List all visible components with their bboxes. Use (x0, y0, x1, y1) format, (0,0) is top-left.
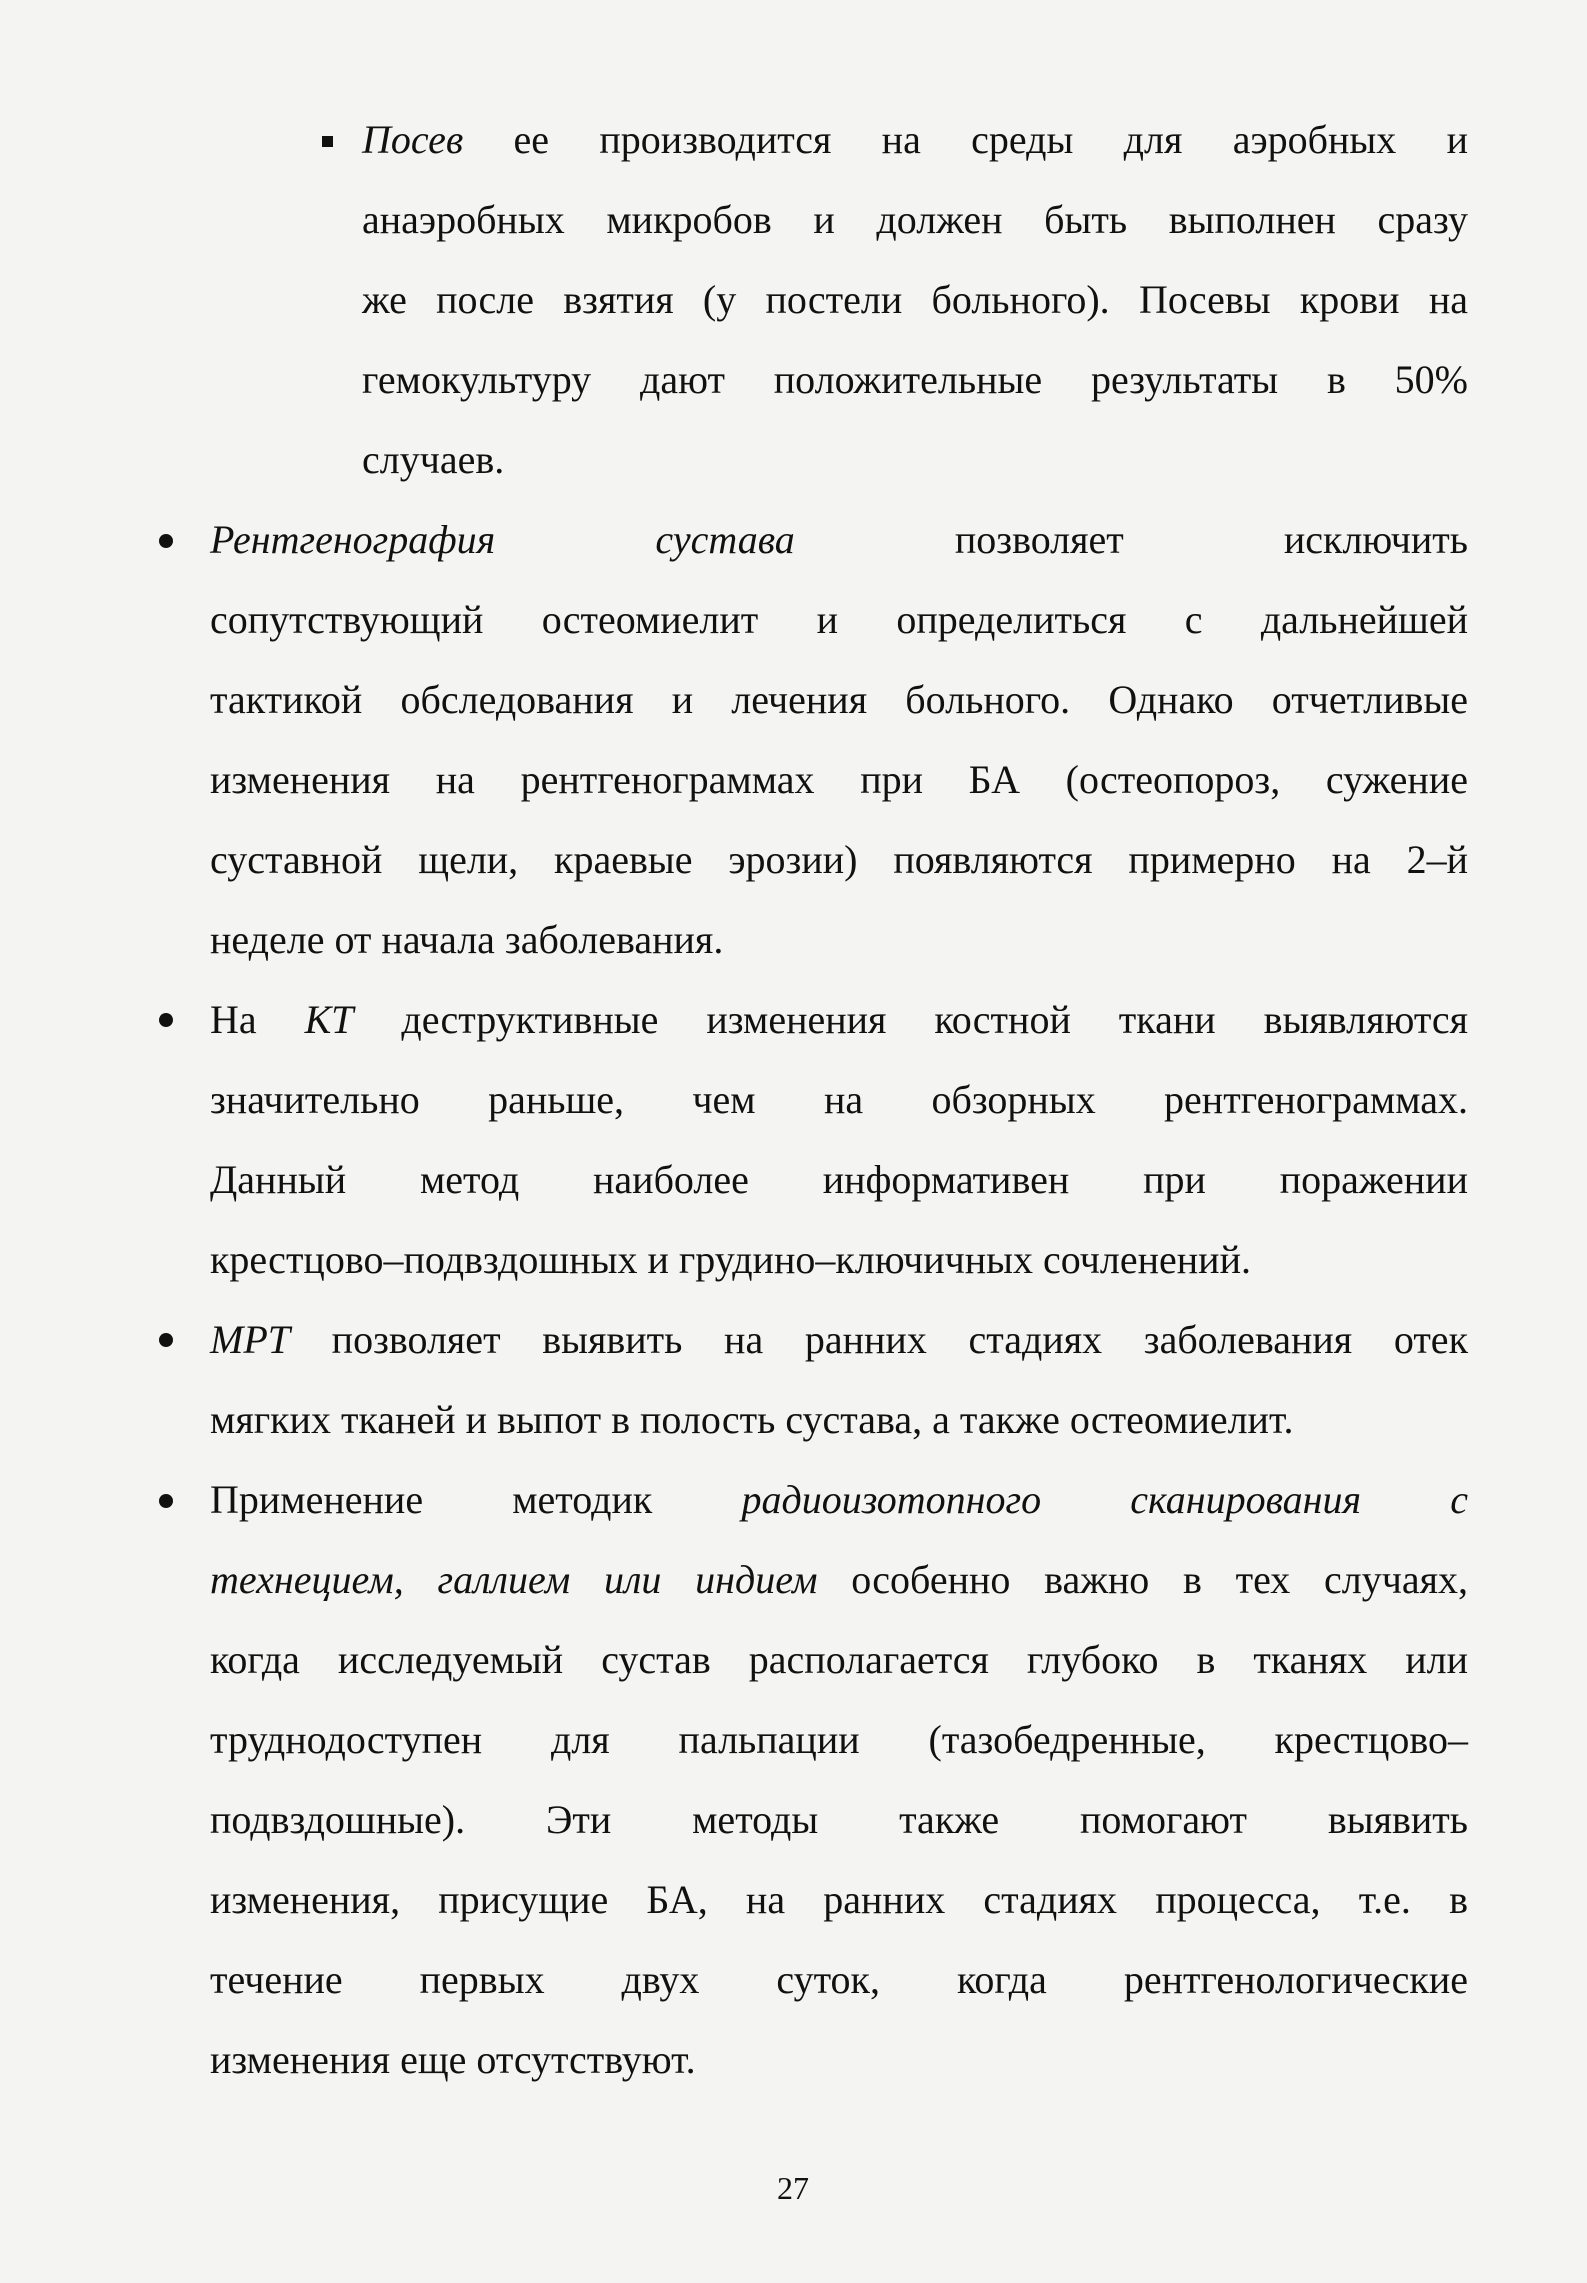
paragraph-line (210, 1876, 1468, 1924)
paragraph-line (210, 1716, 1468, 1764)
round-bullet-icon (159, 1013, 173, 1027)
round-bullet-icon (159, 1494, 173, 1508)
paragraph-line (210, 836, 1468, 884)
paragraph-line (210, 2036, 1468, 2084)
paragraph-line (362, 436, 1468, 484)
text-run: когда исследуемый сустав располагается глубоко в тканях или (210, 1637, 1468, 1682)
text-run: крестцово–подвздошных и грудино–ключичных сочленений. (210, 1237, 1251, 1282)
paragraph-line (210, 1636, 1468, 1684)
text-run: Данный метод наиболее информативен при поражении (210, 1157, 1468, 1202)
paragraph-line (210, 1796, 1468, 1844)
paragraph-line (210, 1316, 1468, 1364)
paragraph-line (210, 1476, 1468, 1524)
paragraph-line (210, 1076, 1468, 1124)
italic-term: Рентгенография сустава (210, 517, 795, 562)
page-number: 27 (777, 2170, 809, 2206)
paragraph-line (210, 996, 1468, 1044)
text-run: случаев. (362, 437, 505, 482)
text-run: значительно раньше, чем на обзорных рентгенограммах. (210, 1077, 1468, 1122)
paragraph-line (210, 916, 1468, 964)
text-run: позволяет исключить (794, 517, 1469, 562)
paragraph-line (210, 596, 1468, 644)
text-run: Применение методик (210, 1477, 742, 1522)
round-bullet-icon (159, 534, 173, 548)
paragraph-line (362, 116, 1468, 164)
text-run: течение первых двух суток, когда рентгенологические (210, 1957, 1468, 2002)
text-run: тактикой обследования и лечения больного. Однако отчетливые (210, 677, 1468, 722)
paragraph-line (362, 356, 1468, 404)
text-run: изменения на рентгенограммах при БА (остеопороз, сужение (210, 757, 1468, 802)
text-run: изменения, присущие БА, на ранних стадиях процесса, т.е. в (210, 1877, 1468, 1922)
paragraph-line (210, 1556, 1468, 1604)
text-run: подвздошные). Эти методы также помогают выявить (210, 1797, 1468, 1842)
paragraph-line (210, 1956, 1468, 2004)
text-run: ее производится на среды для аэробных и (463, 117, 1468, 162)
text-run: деструктивные изменения костной ткани выявляются (353, 997, 1469, 1042)
round-bullet-icon (159, 1333, 173, 1347)
paragraph-line (362, 196, 1468, 244)
square-bullet-icon (322, 136, 333, 147)
text-run: На (210, 997, 305, 1042)
paragraph-line (210, 756, 1468, 804)
paragraph-line (210, 1236, 1468, 1284)
text-run: изменения еще отсутствуют. (210, 2037, 696, 2082)
text-run: мягких тканей и выпот в полость сустава, а также остеомиелит. (210, 1397, 1294, 1442)
paragraph-line (210, 1396, 1468, 1444)
italic-term: КТ (304, 997, 354, 1042)
paragraph-line (210, 676, 1468, 724)
italic-term: радиоизотопного сканирования с (741, 1477, 1468, 1522)
text-run: позволяет выявить на ранних стадиях заболевания отек (290, 1317, 1468, 1362)
paragraph-line (210, 516, 1468, 564)
paragraph-line (362, 276, 1468, 324)
text-run: особенно важно в тех случаях, (817, 1557, 1469, 1602)
text-run: неделе от начала заболевания. (210, 917, 724, 962)
italic-term: Посев (362, 117, 464, 162)
text-run: сопутствующий остеомиелит и определиться с дальнейшей (210, 597, 1468, 642)
text-run: анаэробных микробов и должен быть выполнен сразу (362, 197, 1468, 242)
paragraph-line (210, 1156, 1468, 1204)
text-run: же после взятия (у постели больного). Посевы крови на (362, 277, 1468, 322)
italic-term: МРТ (210, 1317, 290, 1362)
text-run: суставной щели, краевые эрозии) появляются примерно на 2–й (210, 837, 1468, 882)
text-run: гемокультуру дают положительные результаты в 50% (362, 357, 1468, 402)
text-run: труднодоступен для пальпации (тазобедренные, крестцово– (210, 1717, 1468, 1762)
italic-term: технецием, галлием или индием (210, 1557, 818, 1602)
